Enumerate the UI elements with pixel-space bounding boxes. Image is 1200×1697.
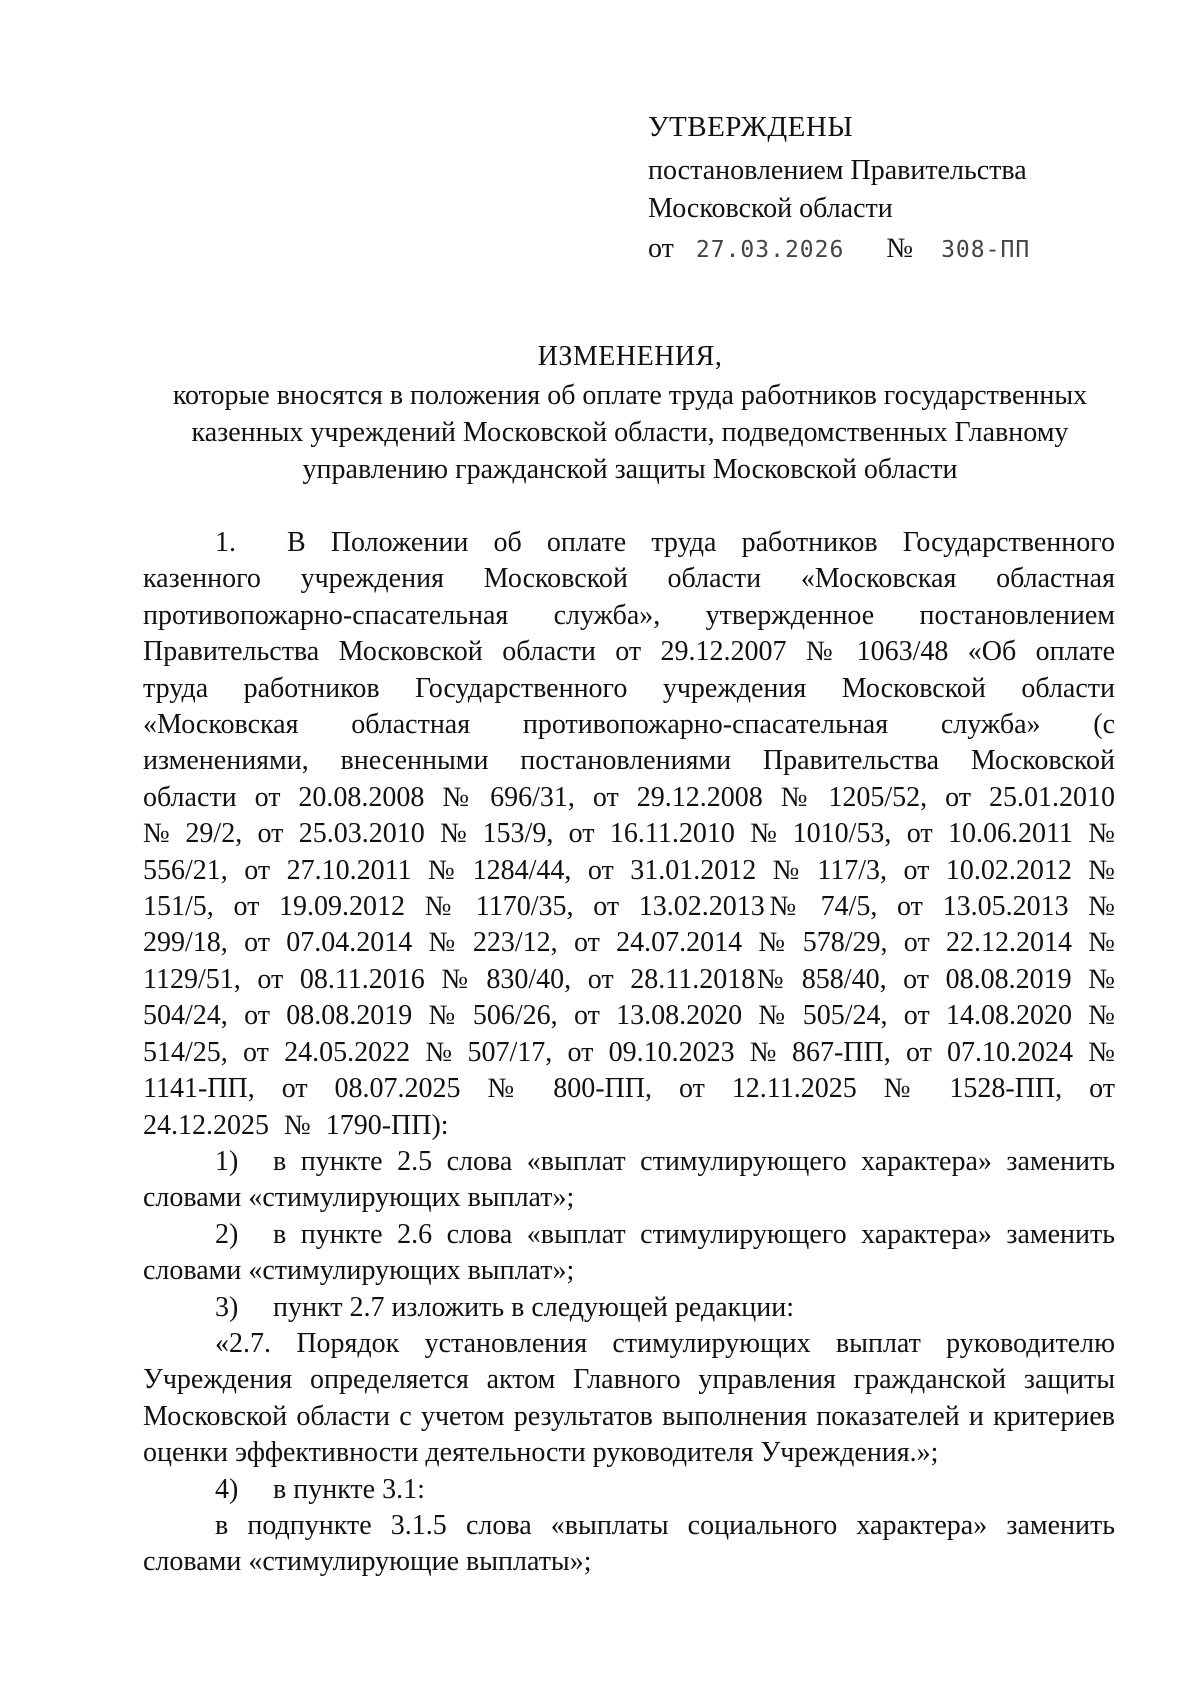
subitem-3-text: пункт 2.7 изложить в следующей редакции: <box>273 1291 794 1323</box>
title-subtitle: которые вносятся в положения об оплате труда работников государственных казенных учреждений Московской области, подведомственных Главному управлению гражданской защиты Московской области <box>172 380 1088 485</box>
document-body <box>143 525 1115 1581</box>
approval-line-2: Московской области <box>648 193 893 224</box>
subitem-4-detail: в подпункте 3.1.5 слова «выплаты социального характера» заменить словами «стимулирующие выплаты»; <box>143 1509 1115 1578</box>
subitem-3-number: 3) <box>215 1291 239 1323</box>
approval-line-1: постановлением Правительства <box>648 155 1027 186</box>
subitem-2 <box>143 1217 1115 1290</box>
subitem-1 <box>143 1144 1115 1217</box>
item-1 <box>143 525 1115 1144</box>
approval-date-line <box>648 230 1108 269</box>
number-sign: № <box>886 233 914 264</box>
subitem-1-number: 1) <box>215 1145 239 1177</box>
date-prefix: от <box>648 233 674 264</box>
item-1-number: 1. <box>215 527 236 558</box>
title-heading: ИЗМЕНЕНИЯ, <box>537 341 723 372</box>
subitem-2-text: в пункте 2.6 слова «выплат стимулирующего характера» заменить словами «стимулирующих выплат»; <box>143 1218 1115 1287</box>
approval-number: 308-ПП <box>941 237 1031 263</box>
subitem-4 <box>143 1472 1115 1508</box>
document-title <box>140 338 1120 488</box>
subitem-2-number: 2) <box>215 1218 239 1250</box>
approval-date: 27.03.2026 <box>695 237 845 263</box>
quoted-paragraph: «2.7. Порядок установления стимулирующих выплат руководителю Учреждения определяется актом Главного управления гражданской защиты Московской области с учетом результатов выполнения показателей и критериев оценки эффективности деятельности руководителя Учреждения.»; <box>143 1327 1115 1469</box>
subitem-4-text: в пункте 3.1: <box>273 1473 425 1505</box>
item-1-text: В Положении об оплате труда работников Государственного казенного учреждения Московской области «Московская областная противопожарно-спасательная служба», утвержденное постановлением Правительства Московской области от 29.12.2007 № 1063/48 «Об оплате труда работников Государственного учреждения Московской области «Московская областная противопожарно-спасательная служба» (с изменениями, внесенными постановлениями Правительства Московской области от 20.08.2008 № 696/31, от 29.12.2008 № 1205/52, от 25.01.2010 № 29/2, от 25.03.2010 № 153/9, от 16.11.2010 № 1010/53, от 10.06.2011 № 556/21, от 27.10.2011 № 1284/44, от 31.01.2012 № 117/3, от 10.02.2012 № 151/5, от 19.09.2012 № 1170/35, от 13.02.2013№ 74/5, от 13.05.2013 № 299/18, от 07.04.2014 № 223/12, от 24.07.2014 № 578/29, от 22.12.2014 № 1129/51, от 08.11.2016 № 830/40, от 28.11.2018№ 858/40, от 08.08.2019 № 504/24, от 08.08.2019 № 506/26, от 13.08.2020 № 505/24, от 14.08.2020 № 514/25, от 24.05.2022 № 507/17, от 09.10.2023 № 867-ПП, от 07.10.2024 № 1141-ПП, от 08.07.2025 № 800-ПП, от 12.11.2025 № 1528-ПП, от 24.12.2025 № 1790-ПП): <box>143 527 1115 1141</box>
approval-heading: УТВЕРЖДЕНЫ <box>648 111 854 143</box>
subitem-4-number: 4) <box>215 1473 239 1505</box>
subitem-1-text: в пункте 2.5 слова «выплат стимулирующего характера» заменить словами «стимулирующих выплат»; <box>143 1145 1115 1214</box>
subitem-3 <box>143 1290 1115 1326</box>
approval-stamp <box>648 108 1108 269</box>
